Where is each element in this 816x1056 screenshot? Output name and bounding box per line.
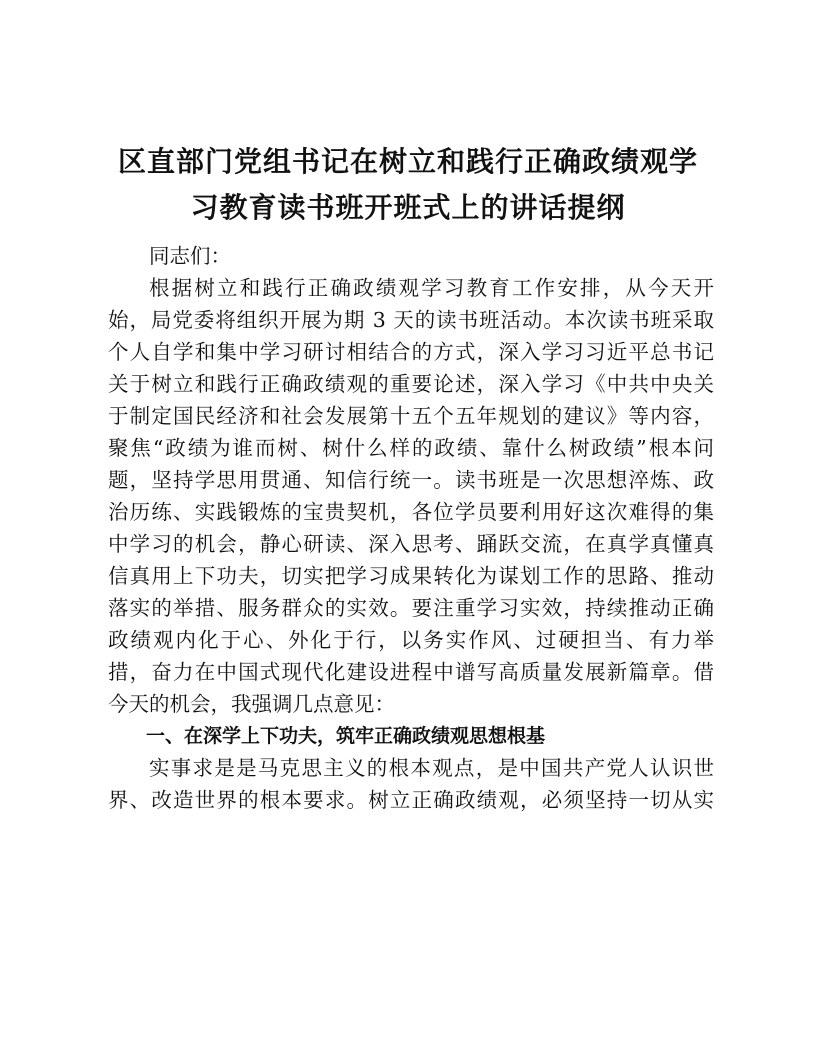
paragraph-line: 落实的举措、服务群众的实效。要注重学习实效，持续推动正确 (108, 596, 714, 620)
document-title-line-1: 区直部门党组书记在树立和践行正确政绩观学 (117, 145, 698, 178)
paragraph-line: 于制定国民经济和社会发展第十五个五年规划的建议》等内容， (108, 404, 714, 428)
paragraph-line: 个人自学和集中学习研讨相结合的方式，深入学习习近平总书记 (108, 340, 714, 364)
paragraph-line: 根据树立和践行正确政绩观学习教育工作安排，从今天开 (149, 276, 714, 300)
paragraph-line: 题，坚持学思用贯通、知信行统一。读书班是一次思想淬炼、政 (108, 468, 714, 492)
paragraph-line: 界、改造世界的根本要求。树立正确政绩观，必须坚持一切从实 (108, 788, 714, 812)
section-heading: 一、在深学上下功夫，筑牢正确政绩观思想根基 (146, 725, 546, 747)
paragraph-line: 措，奋力在中国式现代化建设进程中谱写高质量发展新篇章。借 (108, 660, 714, 684)
salutation: 同志们： (149, 244, 231, 268)
paragraph-line: 治历练、实践锻炼的宝贵契机，各位学员要利用好这次难得的集 (108, 500, 714, 524)
paragraph-line: 聚焦“政绩为谁而树、树什么样的政绩、靠什么树政绩”根本问 (108, 436, 714, 460)
paragraph-line: 今天的机会，我强调几点意见： (108, 692, 395, 716)
paragraph-line: 实事求是是马克思主义的根本观点，是中国共产党人认识世 (149, 756, 714, 780)
paragraph-line: 信真用上下功夫，切实把学习成果转化为谋划工作的思路、推动 (108, 564, 714, 588)
document-body (108, 240, 714, 816)
paragraph-line: 关于树立和践行正确政绩观的重要论述，深入学习《中共中央关 (108, 372, 714, 396)
paragraph-line: 政绩观内化于心、外化于行，以务实作风、过硬担当、有力举 (108, 628, 714, 652)
paragraph-line: 中学习的机会，静心研读、深入思考、踊跃交流，在真学真懂真 (108, 532, 714, 556)
document-title-line-2: 习教育读书班开班式上的讲话提纲 (190, 191, 626, 224)
paragraph-line: 始，局党委将组织开展为期 3 天的读书班活动。本次读书班采取 (108, 308, 714, 332)
